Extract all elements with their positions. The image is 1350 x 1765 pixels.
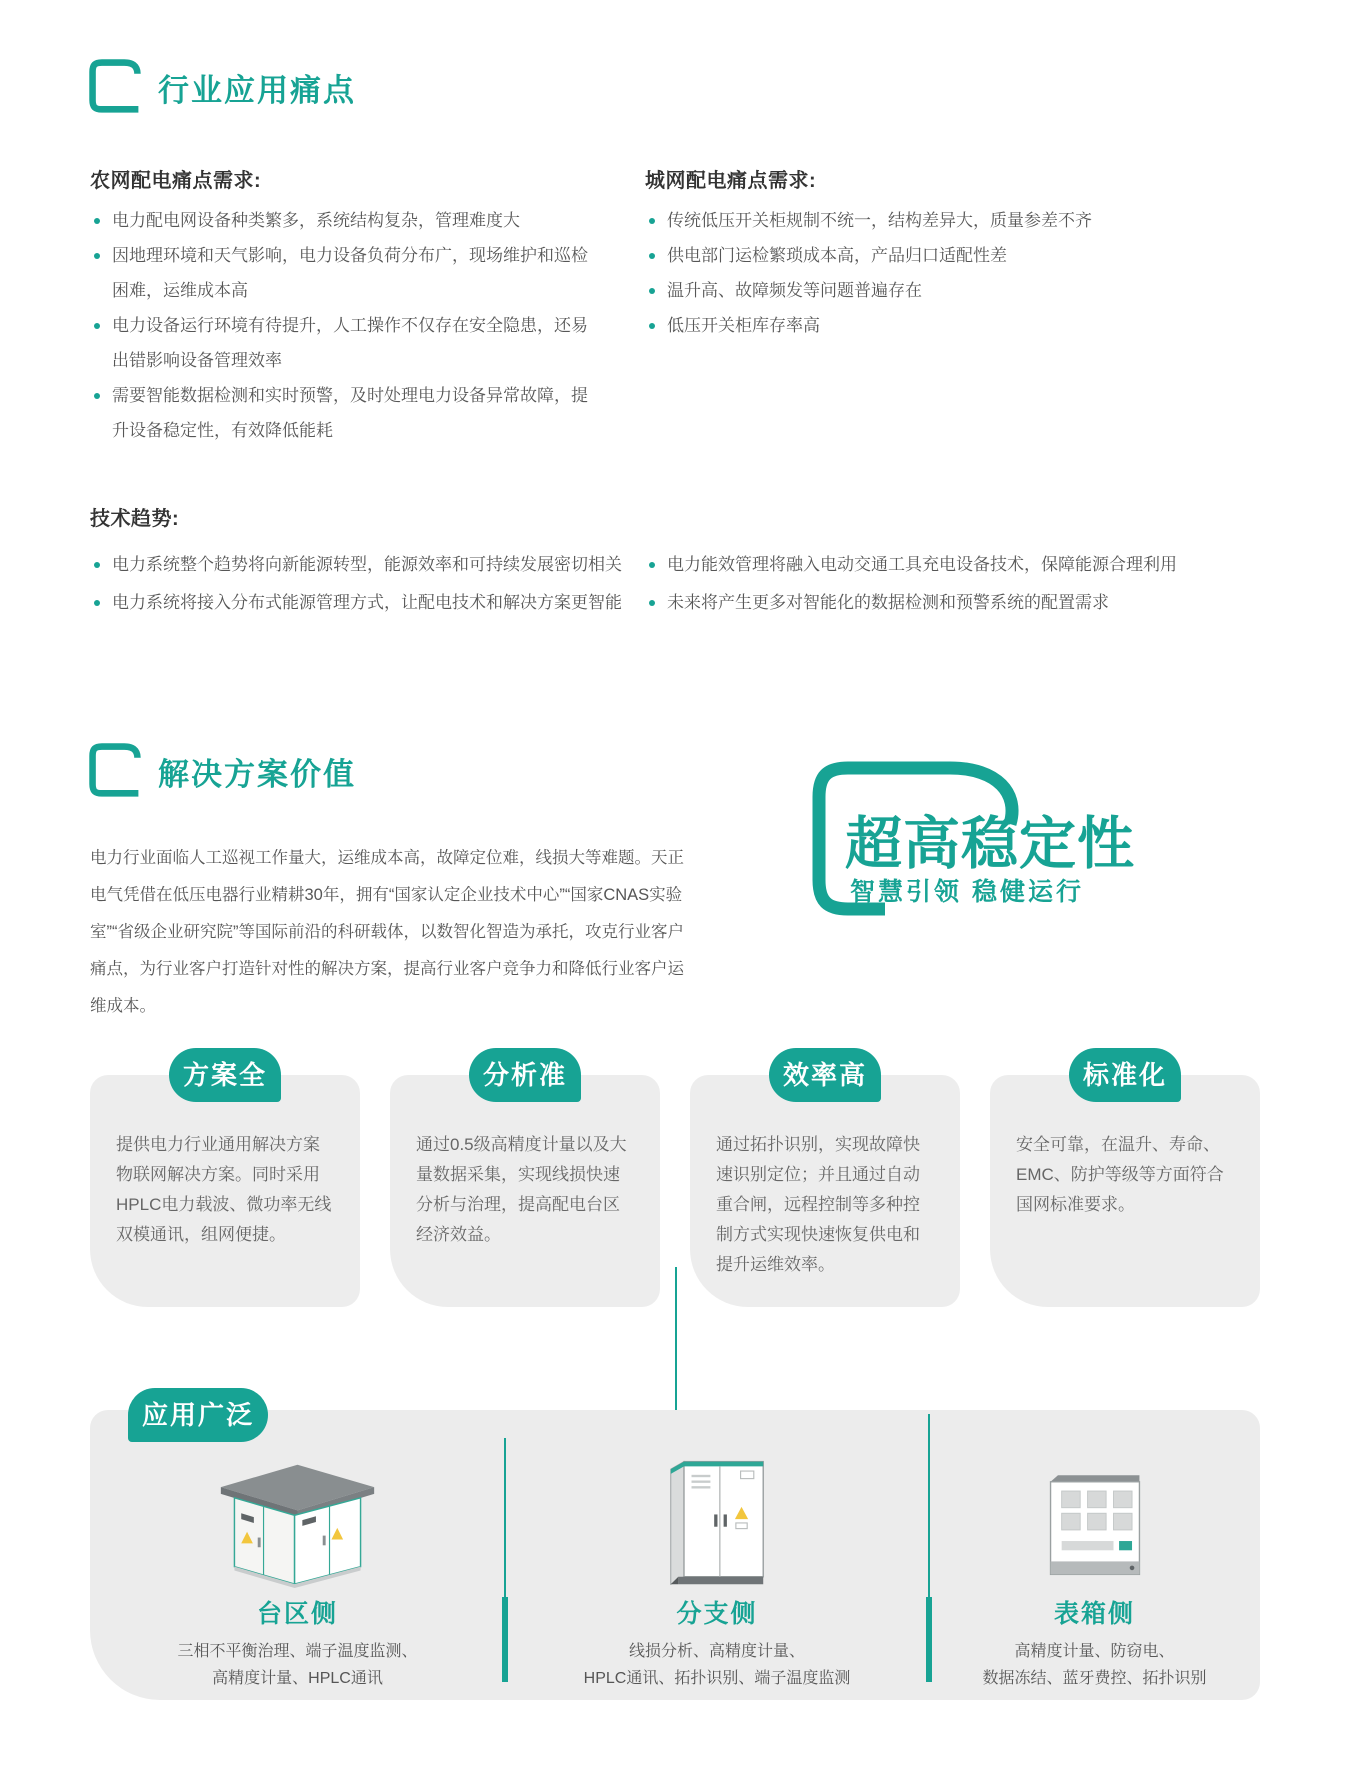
trend-text: 电力系统将接入分布式能源管理方式，让配电技术和解决方案更智能	[112, 593, 622, 612]
bullet-dot-icon	[94, 393, 100, 399]
pain-point-text: 需要智能数据检测和实时预警，及时处理电力设备异常故障，提升设备稳定性，有效降低能耗	[112, 386, 588, 440]
trend-text: 未来将产生更多对智能化的数据检测和预警系统的配置需求	[667, 593, 1109, 612]
pain-point-text: 低压开关柜库存率高	[667, 316, 820, 335]
value-card	[990, 1048, 1260, 1307]
column-title: 表箱侧	[1053, 1600, 1135, 1628]
description-line: 三相不平衡治理、端子温度监测、	[177, 1643, 418, 1660]
bullet-dot-icon	[94, 253, 100, 259]
card-badge: 标准化	[1069, 1048, 1181, 1102]
application-column-fenzhi	[505, 1410, 929, 1700]
section-bracket-icon	[86, 740, 144, 803]
section-bracket-icon	[86, 56, 144, 119]
trend-text: 电力能效管理将融入电动交通工具充电设备技术，保障能源合理利用	[667, 555, 1177, 574]
solution-paragraph: 电力行业面临人工巡视工作量大，运维成本高，故障定位难，线损大等难题。天正电气凭借在低压电器行业精耕30年，拥有“国家认定企业技术中心”“国家CNAS实验室”“省级企业研究院”等国际前沿的科研载体，以数智化智造为承托，攻克行业客户痛点，为行业客户打造针对性的解决方案，提高行业客户竞争力和降低行业客户运维成本。	[90, 849, 684, 1015]
card-badge: 分析准	[469, 1048, 581, 1102]
callout-subline: 智慧引领 稳健运行	[850, 878, 1084, 906]
pain-point-text: 电力设备运行环境有待提升，人工操作不仅存在安全隐患，还易出错影响设备管理效率	[112, 316, 588, 370]
rural-pain-list	[90, 203, 588, 448]
value-card	[390, 1048, 660, 1307]
bullet-dot-icon	[649, 218, 655, 224]
list-item	[90, 308, 588, 378]
list-item	[90, 546, 635, 584]
callout-headline: 超高稳定性	[845, 812, 1135, 876]
description-line: 数据冻结、蓝牙费控、拓扑识别	[982, 1670, 1207, 1687]
bullet-dot-icon	[94, 562, 100, 568]
column-description	[90, 1638, 505, 1692]
bullet-dot-icon	[94, 323, 100, 329]
bullet-dot-icon	[649, 323, 655, 329]
list-item	[90, 378, 588, 448]
column-description	[505, 1638, 929, 1692]
card-badge: 效率高	[769, 1048, 881, 1102]
pain-point-text: 供电部门运检繁琐成本高，产品归口适配性差	[667, 246, 1007, 265]
section1-title: 行业应用痛点	[158, 73, 356, 108]
list-item	[90, 238, 588, 308]
description-line: 线损分析、高精度计量、	[628, 1643, 805, 1660]
list-item	[645, 308, 1265, 343]
urban-pain-points	[645, 164, 1265, 343]
column-title: 分支侧	[676, 1600, 758, 1628]
trends-right-column	[645, 546, 1265, 622]
trends-heading: 技术趋势:	[90, 508, 180, 530]
list-item	[645, 273, 1265, 308]
value-card	[690, 1048, 960, 1307]
description-line: 高精度计量、HPLC通讯	[212, 1670, 383, 1687]
section2-title: 解决方案价值	[158, 757, 356, 792]
substation-cabinet-icon	[90, 1454, 505, 1588]
pain-point-text: 传统低压开关柜规制不统一，结构差异大，质量参差不齐	[667, 211, 1092, 230]
list-item	[645, 238, 1265, 273]
pain-point-text: 因地理环境和天气影响，电力设备负荷分布广，现场维护和巡检困难，运维成本高	[112, 246, 588, 300]
list-item	[645, 546, 1265, 584]
description-line: HPLC通讯、拓扑识别、端子温度监测	[583, 1670, 851, 1687]
column-title: 台区侧	[256, 1600, 338, 1628]
list-item	[90, 203, 588, 238]
application-badge: 应用广泛	[128, 1388, 268, 1442]
rural-pain-heading: 农网配电痛点需求:	[90, 170, 262, 192]
urban-pain-heading: 城网配电痛点需求:	[645, 170, 817, 192]
card-body-text: 通过拓扑识别，实现故障快速识别定位；并且通过自动重合闸，远程控制等多种控制方式实现快速恢复供电和提升运维效率。	[716, 1135, 920, 1274]
list-item	[645, 584, 1265, 622]
bullet-dot-icon	[649, 253, 655, 259]
card-body-text: 通过0.5级高精度计量以及大量数据采集，实现线损快速分析与治理，提高配电台区经济效益。	[416, 1135, 627, 1244]
trend-text: 电力系统整个趋势将向新能源转型，能源效率和可持续发展密切相关	[112, 555, 622, 574]
trends-left-list	[90, 546, 635, 622]
column-description	[929, 1638, 1260, 1692]
branch-cabinet-icon	[505, 1454, 929, 1588]
trends-left-column	[90, 546, 635, 622]
card-body-text: 安全可靠，在温升、寿命、EMC、防护等级等方面符合国网标准要求。	[1016, 1135, 1224, 1214]
application-column-taiqu	[90, 1410, 505, 1700]
bullet-dot-icon	[94, 600, 100, 606]
card-badge: 方案全	[169, 1048, 281, 1102]
pain-point-text: 温升高、故障频发等问题普遍存在	[667, 281, 922, 300]
description-line: 高精度计量、防窃电、	[1014, 1643, 1175, 1660]
urban-pain-list	[645, 203, 1265, 343]
value-card	[90, 1048, 360, 1307]
meter-box-icon	[929, 1454, 1260, 1588]
bullet-dot-icon	[649, 288, 655, 294]
rural-pain-points	[90, 164, 588, 448]
section1-header	[86, 56, 356, 119]
card-body-text: 提供电力行业通用解决方案物联网解决方案。同时采用HPLC电力载波、微功率无线双模通讯，组网便捷。	[116, 1135, 332, 1244]
list-item	[90, 584, 635, 622]
bullet-dot-icon	[649, 562, 655, 568]
application-column-biaoxiang	[929, 1410, 1260, 1700]
bullet-dot-icon	[94, 218, 100, 224]
list-item	[645, 203, 1265, 238]
trends-header	[90, 502, 179, 541]
bullet-dot-icon	[649, 600, 655, 606]
section2-header	[86, 740, 356, 803]
pain-point-text: 电力配电网设备种类繁多，系统结构复杂，管理难度大	[112, 211, 520, 230]
trends-right-list	[645, 546, 1265, 622]
